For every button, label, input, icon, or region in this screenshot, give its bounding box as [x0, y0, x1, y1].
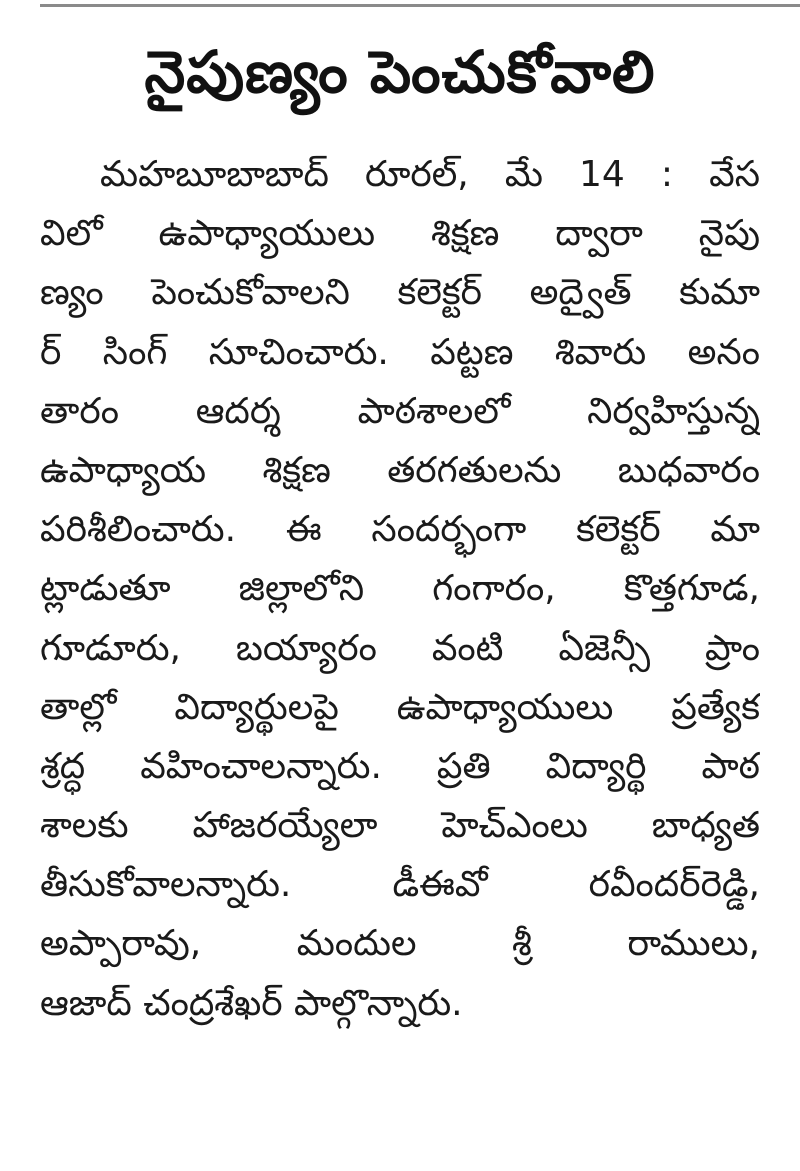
- article-line: విలో ఉపాధ్యాయులు శిక్షణ ద్వారా నైపు: [40, 213, 760, 255]
- top-divider: [40, 4, 800, 7]
- article-body: [40, 145, 760, 1033]
- article-line: తారం ఆదర్శ పాఠశాలలో నిర్వహిస్తున్న: [40, 390, 760, 432]
- article-line: తీసుకోవాలన్నారు. డీఈవో రవీందర్‌రెడ్డి,: [40, 864, 760, 906]
- article-line: శ్రద్ధ వహించాలన్నారు. ప్రతి విద్యార్థి పాఠ: [40, 745, 760, 787]
- article-headline: నైపుణ్యం పెంచుకోవాలి: [144, 38, 656, 106]
- article-line: అప్పారావు, మందుల శ్రీ రాములు,: [40, 923, 760, 965]
- article-line: తాల్లో విద్యార్థులపై ఉపాధ్యాయులు ప్రత్యేక: [40, 686, 760, 728]
- article-line: ఆజాద్ చంద్రశేఖర్ పాల్గొన్నారు.: [40, 982, 463, 1024]
- article-line: ట్లాడుతూ జిల్లాలోని గంగారం, కొత్తగూడ,: [40, 568, 760, 610]
- article-line: గూడూరు, బయ్యారం వంటి ఏజెన్సీ ప్రాం: [40, 627, 760, 669]
- article-line: మహబూబాబాద్ రూరల్, మే 14 : వేస: [100, 154, 760, 195]
- article-line: శాలకు హాజరయ్యేలా హెచ్ఎంలు బాధ్యత: [40, 805, 760, 847]
- article-line: పరిశీలించారు. ఈ సందర్భంగా కలెక్టర్ మా: [40, 509, 760, 551]
- article-line: ర్ సింగ్ సూచించారు. పట్టణ శివారు అనం: [40, 331, 760, 373]
- article-line: ఉపాధ్యాయ శిక్షణ తరగతులను బుధవారం: [40, 449, 760, 491]
- article-line: ణ్యం పెంచుకోవాలని కలెక్టర్ అద్వైత్ కుమా: [40, 272, 760, 314]
